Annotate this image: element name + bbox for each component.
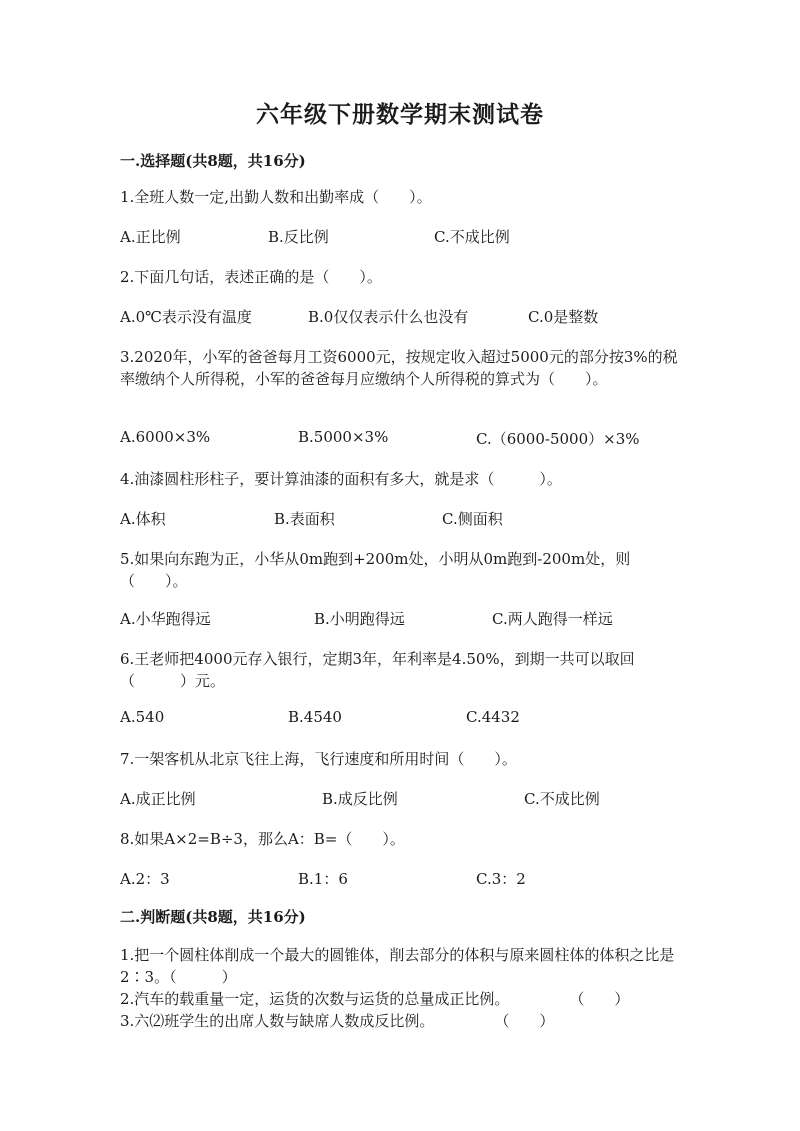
option-c: C.不成比例 bbox=[524, 790, 600, 808]
question-7-options bbox=[120, 788, 680, 810]
option-c: C.3：2 bbox=[476, 870, 526, 888]
question-5-options bbox=[120, 608, 680, 630]
option-b: B.小明跑得远 bbox=[314, 610, 405, 628]
question-4: 4.油漆圆柱形柱子，要计算油漆的面积有多大，就是求（ ）。 bbox=[120, 470, 562, 488]
section-choice-heading: 一.选择题(共8题，共16分) bbox=[120, 152, 306, 170]
option-a: A.6000×3% bbox=[120, 428, 211, 446]
option-c: C.4432 bbox=[466, 708, 520, 726]
question-2-options bbox=[120, 306, 680, 328]
option-a: A.0℃表示没有温度 bbox=[120, 308, 252, 326]
option-a: A.小华跑得远 bbox=[120, 610, 211, 628]
section-judgment-heading: 二.判断题(共8题，共16分) bbox=[120, 908, 306, 926]
question-5: 5.如果向东跑为正，小华从0m跑到+200m处，小明从0m跑到-200m处，则（ ）。 bbox=[120, 550, 631, 590]
question-1: 1.全班人数一定,出勤人数和出勤率成（ ）。 bbox=[120, 188, 432, 206]
option-b: B.0仅仅表示什么也没有 bbox=[308, 308, 469, 326]
option-a: A.成正比例 bbox=[120, 790, 196, 808]
option-a: A.正比例 bbox=[120, 228, 181, 246]
option-b: B.1：6 bbox=[298, 870, 348, 888]
option-b: B.成反比例 bbox=[322, 790, 398, 808]
question-8-options bbox=[120, 868, 680, 890]
option-a: A.540 bbox=[120, 708, 165, 726]
question-3: 3.2020年，小军的爸爸每月工资6000元，按规定收入超过5000元的部分按3%的税率缴纳个人所得税，小军的爸爸每月应缴纳个人所得税的算式为（ ）。 bbox=[120, 348, 678, 388]
page-title: 六年级下册数学期末测试卷 bbox=[256, 101, 544, 128]
question-6-options bbox=[120, 708, 680, 730]
option-c: C.两人跑得一样远 bbox=[492, 610, 613, 628]
judgment-item-3: 3.六⑵班学生的出席人数与缺席人数成反比例。 （ ） bbox=[120, 1012, 555, 1030]
judgment-item-2: 2.汽车的载重量一定，运货的次数与运货的总量成正比例。 （ ） bbox=[120, 990, 630, 1008]
question-7: 7.一架客机从北京飞往上海，飞行速度和所用时间（ ）。 bbox=[120, 750, 517, 768]
question-1-options bbox=[120, 226, 680, 248]
option-c: C.侧面积 bbox=[442, 510, 503, 528]
option-c: C.不成比例 bbox=[434, 228, 510, 246]
option-b: B.反比例 bbox=[268, 228, 329, 246]
question-3-options bbox=[120, 428, 680, 450]
question-8: 8.如果A×2=B÷3，那么A：B=（ ）。 bbox=[120, 830, 405, 848]
option-c: C.0是整数 bbox=[528, 308, 599, 326]
option-b: B.表面积 bbox=[274, 510, 335, 528]
option-a: A.2：3 bbox=[120, 870, 170, 888]
option-c: C.（6000-5000）×3% bbox=[476, 430, 640, 448]
option-b: B.4540 bbox=[288, 708, 342, 726]
question-6: 6.王老师把4000元存入银行，定期3年，年利率是4.50%，到期一共可以取回（ ）元。 bbox=[120, 650, 635, 690]
question-2: 2.下面几句话，表述正确的是（ ）。 bbox=[120, 268, 382, 286]
option-b: B.5000×3% bbox=[298, 428, 389, 446]
judgment-item-1: 1.把一个圆柱体削成一个最大的圆锥体，削去部分的体积与原来圆柱体的体积之比是2∶3。（ ） bbox=[120, 946, 675, 986]
option-a: A.体积 bbox=[120, 510, 166, 528]
question-4-options bbox=[120, 508, 680, 530]
